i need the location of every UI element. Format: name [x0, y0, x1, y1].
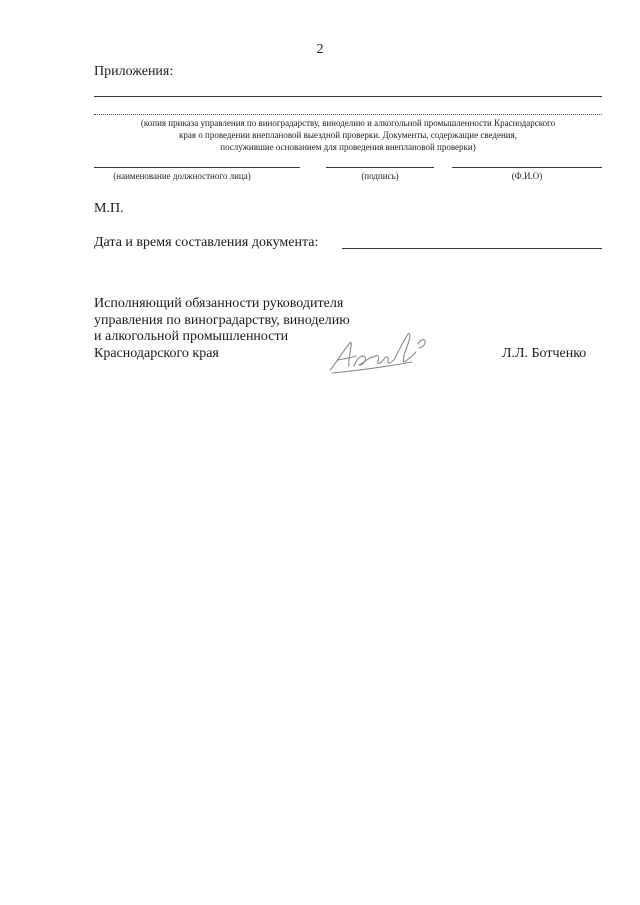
signer-title-line: Исполняющий обязанности руководителя — [94, 296, 344, 311]
position-caption: (наименование должностного лица) — [113, 171, 251, 181]
name-caption: (Ф.И.О) — [511, 171, 543, 181]
appendix-line-1 — [94, 96, 602, 97]
name-line — [452, 167, 602, 168]
stamp-label: М.П. — [94, 201, 124, 216]
signature-caption: (подпись) — [361, 171, 399, 181]
appendix-caption — [94, 117, 602, 153]
signature-line — [326, 167, 434, 168]
appendix-line-2 — [94, 114, 602, 115]
appendix-caption-line: (копия приказа управления по виноградарству, виноделию и алкогольной промышленности Краснодарского — [140, 118, 556, 128]
signer-title-line: Краснодарского края — [94, 345, 219, 361]
document-date-label: Дата и время составления документа: — [94, 235, 319, 250]
signer-title-line: управления по виноградарству, виноделию — [94, 312, 350, 328]
handwritten-signature-icon — [324, 326, 436, 378]
position-line — [94, 167, 300, 168]
page-number: 2 — [316, 42, 324, 57]
signer-name: Л.Л. Ботченко — [502, 346, 587, 361]
appendix-caption-line: края о проведении внеплановой выездной проверки. Документы, содержащие сведения, — [179, 130, 517, 140]
signer-title — [94, 296, 350, 362]
signer-title-line: и алкогольной промышленности — [94, 329, 289, 344]
document-date-line — [342, 248, 602, 249]
appendix-label: Приложения: — [94, 64, 174, 79]
appendix-caption-line: послужившие основанием для проведения внеплановой проверки) — [220, 142, 476, 152]
